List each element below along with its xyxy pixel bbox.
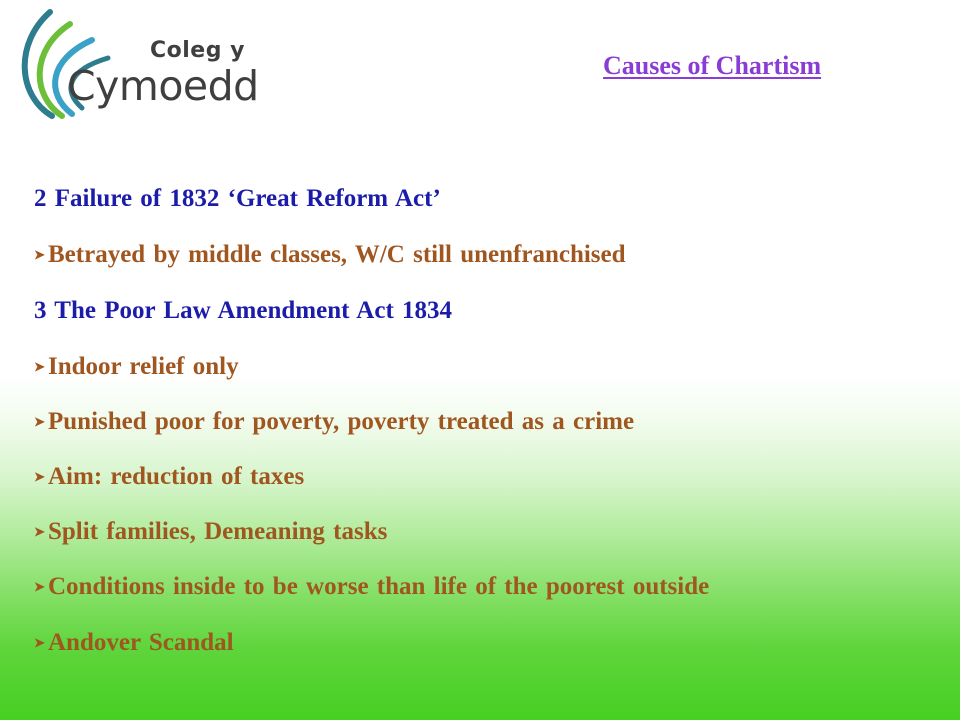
heading-reform-act: 2 Failure of 1832 ‘Great Reform Act’ — [34, 185, 441, 212]
list-item — [34, 353, 239, 381]
arrow-bullet-icon: ➤ — [34, 635, 45, 650]
bullet-text: Aim: reduction of taxes — [48, 463, 305, 490]
list-item — [34, 573, 709, 601]
list-item — [34, 629, 234, 657]
bullet-text: Betrayed by middle classes, W/C still unenfranchised — [48, 241, 626, 268]
heading-poor-law: 3 The Poor Law Amendment Act 1834 — [34, 297, 453, 324]
bullet-text: Indoor relief only — [48, 353, 239, 380]
bullet-text: Split families, Demeaning tasks — [48, 518, 388, 545]
college-logo — [0, 0, 259, 122]
list-item — [34, 518, 387, 546]
list-item — [34, 241, 626, 269]
logo-text-cymoedd: Cymoedd — [67, 62, 259, 110]
arrow-bullet-icon: ➤ — [34, 414, 45, 429]
arrow-bullet-icon: ➤ — [34, 524, 45, 539]
bullet-text: Punished poor for poverty, poverty treated as a crime — [48, 408, 635, 435]
bullet-text: Andover Scandal — [48, 629, 234, 656]
list-item — [34, 408, 634, 436]
arrow-bullet-icon: ➤ — [34, 247, 45, 262]
arrow-bullet-icon: ➤ — [34, 579, 45, 594]
list-item — [34, 463, 304, 491]
slide-title[interactable]: Causes of Chartism — [603, 51, 822, 80]
arrow-bullet-icon: ➤ — [34, 359, 45, 374]
arrow-bullet-icon: ➤ — [34, 469, 45, 484]
logo-text-coleg: Coleg y — [150, 38, 245, 63]
bullet-text: Conditions inside to be worse than life of the poorest outside — [48, 573, 710, 600]
